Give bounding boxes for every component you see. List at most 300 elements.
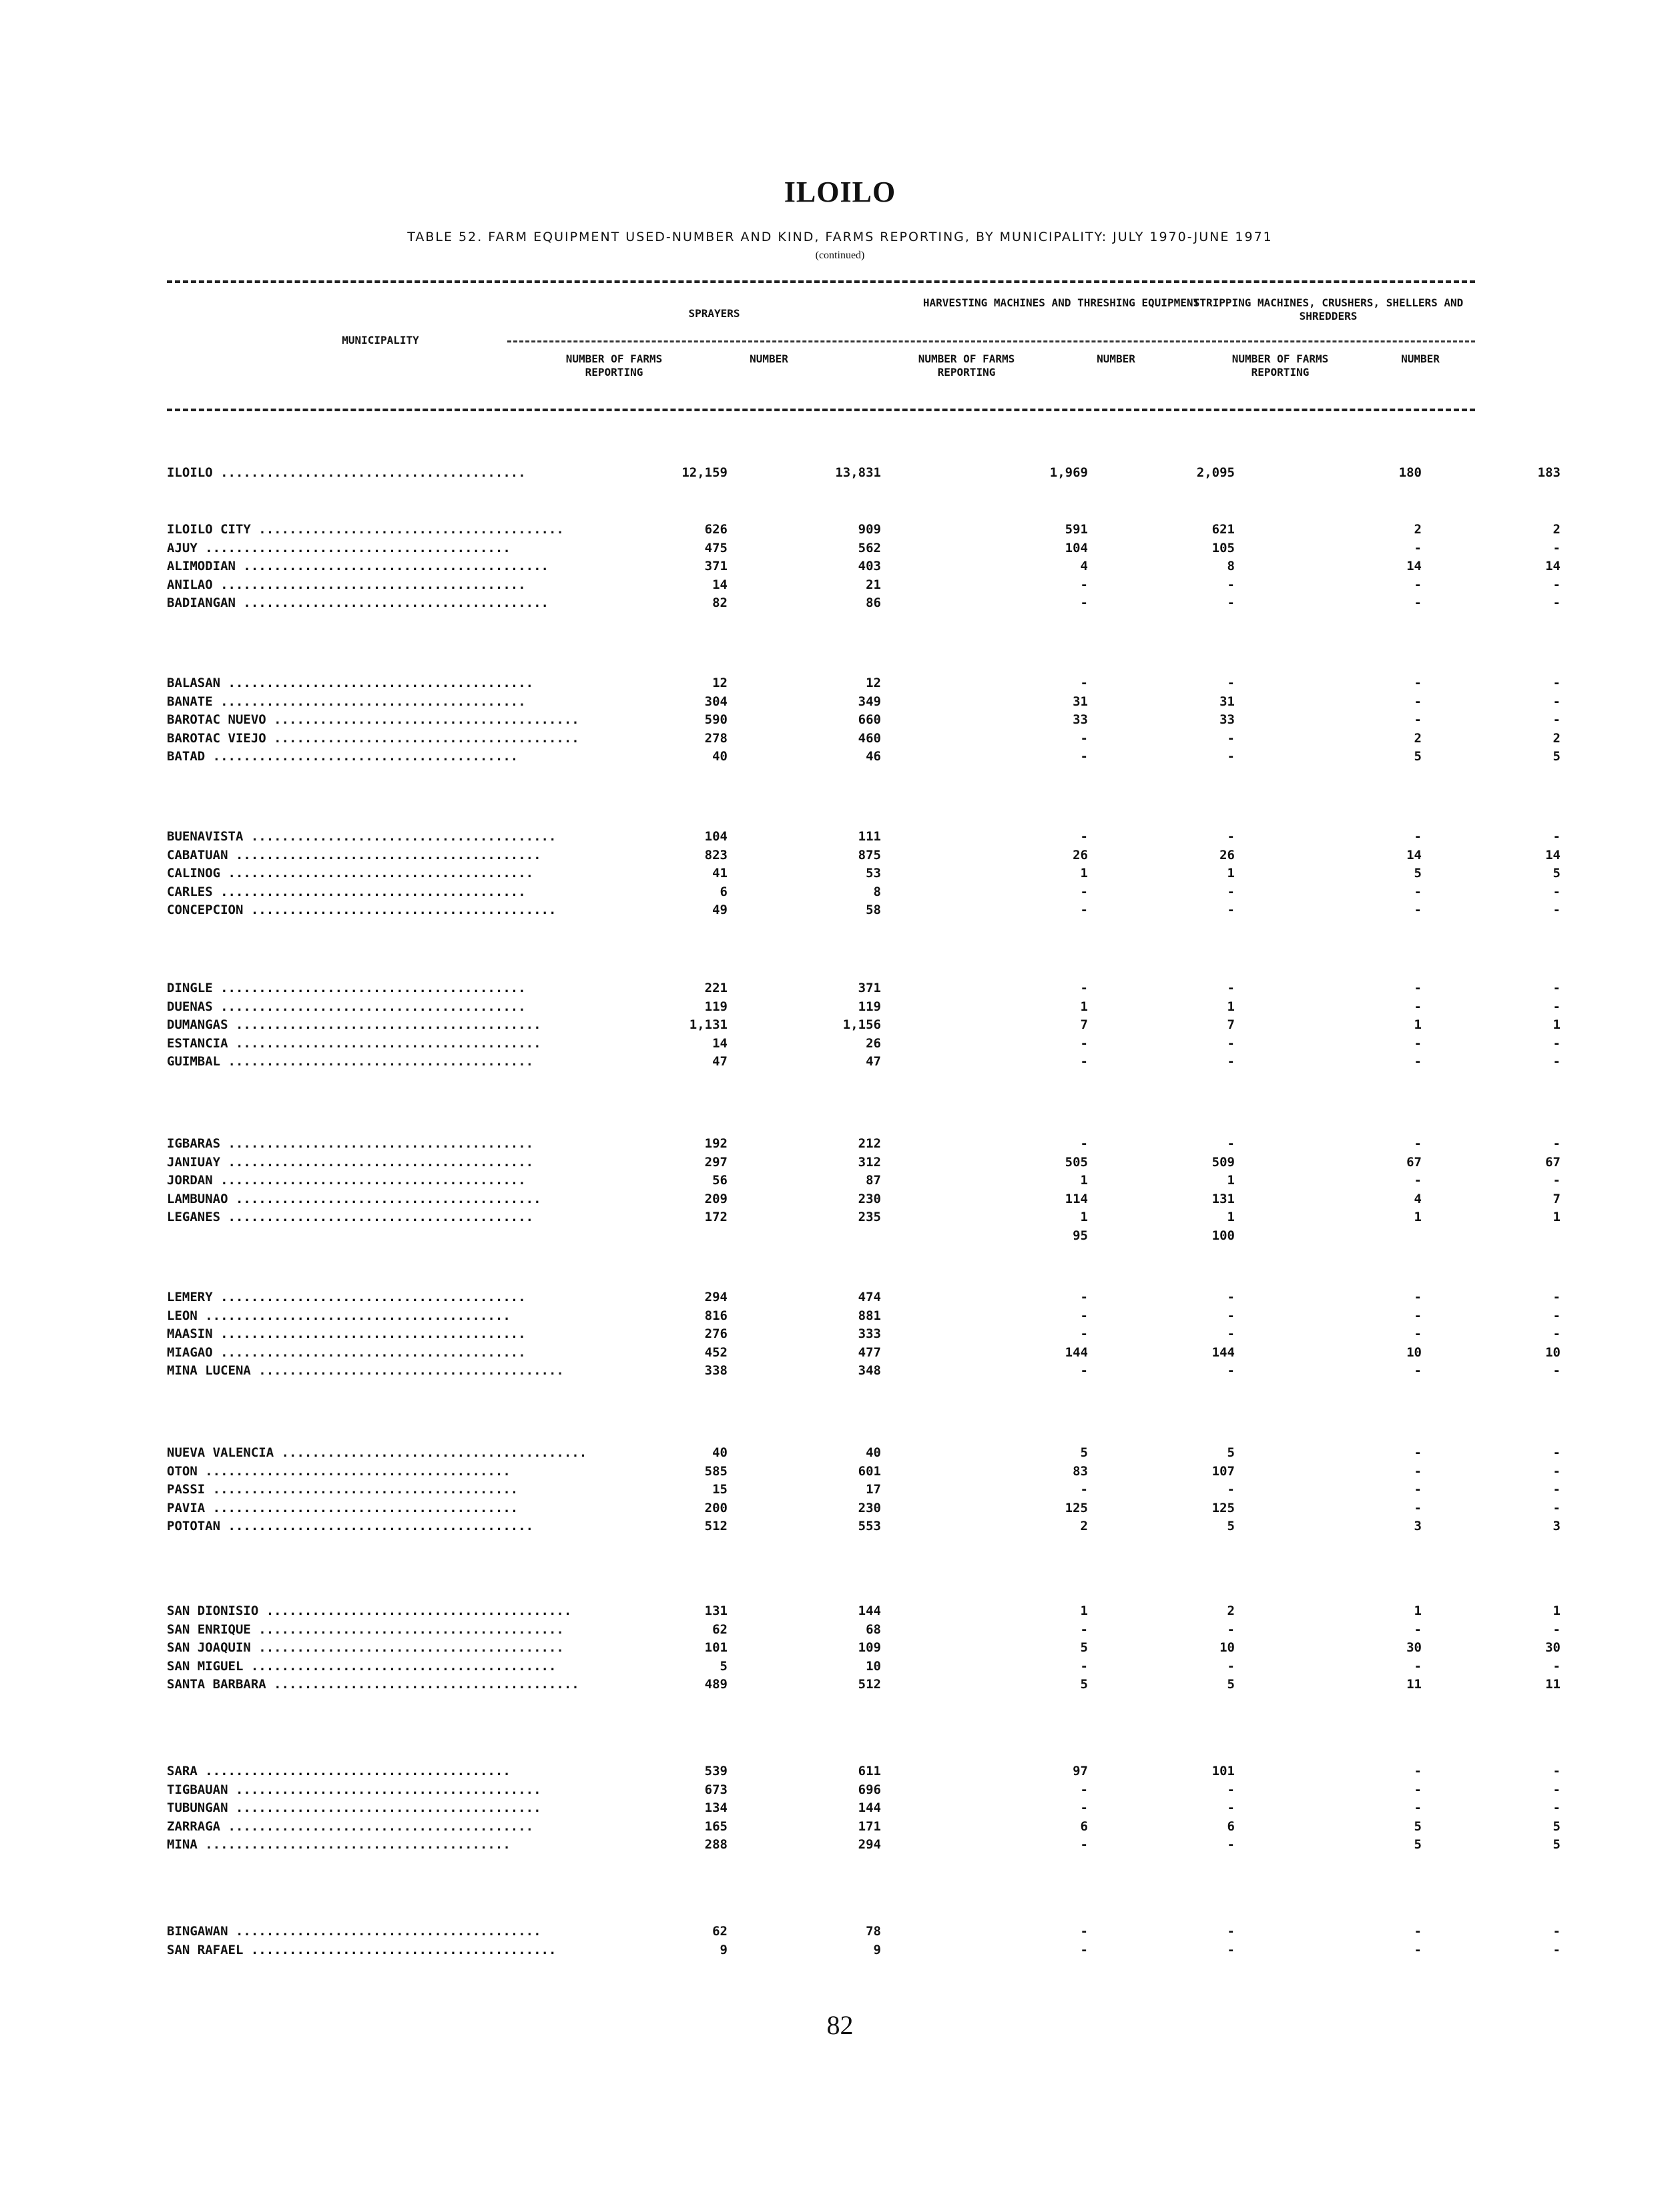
municipality-name: SAN ENRIQUE ........................................ (167, 1622, 564, 1637)
table-cell: 11 (1545, 1677, 1561, 1692)
table-cell: - (1080, 829, 1088, 844)
table-cell: - (1414, 1622, 1422, 1637)
table-cell: - (1080, 730, 1088, 746)
table-cell: 5 (1227, 1677, 1235, 1692)
table-row (167, 1517, 1561, 1535)
table-cell: 276 (704, 1326, 728, 1341)
table-cell: 183 (1537, 465, 1561, 480)
table-cell: 192 (704, 1136, 728, 1151)
municipality-name: ILOILO CITY ........................................ (167, 522, 564, 537)
table-cell: 8 (873, 884, 881, 899)
table-cell: 1 (1080, 1604, 1088, 1618)
table-cell: 1,156 (842, 1017, 881, 1032)
municipality-name: LEMERY ........................................ (167, 1290, 526, 1304)
table-cell: 626 (704, 522, 728, 537)
table-cell: 2 (1414, 522, 1422, 537)
table-cell: 131 (1211, 1191, 1235, 1206)
municipality-name: MIAGAO ........................................ (167, 1344, 526, 1360)
table-cell: 165 (704, 1818, 728, 1834)
table-cell: 53 (866, 866, 881, 881)
table-cell: - (1414, 1445, 1422, 1460)
municipality-name: CALINOG ........................................ (167, 866, 534, 881)
table-cell: 1 (1080, 866, 1088, 881)
table-cell: 56 (712, 1173, 728, 1188)
municipality-name: BINGAWAN ........................................ (167, 1924, 541, 1939)
table-cell: - (1414, 829, 1422, 844)
stripping-header: STRIPPING MACHINES, CRUSHERS, SHELLERS AND SHREDDERS (1193, 296, 1464, 322)
table-cell: 591 (1065, 522, 1088, 537)
table-row (167, 883, 1561, 901)
table-cell: - (1080, 1837, 1088, 1852)
table-cell: 338 (704, 1363, 728, 1378)
table-row (167, 1676, 1561, 1693)
table-cell: - (1227, 903, 1235, 917)
table-cell: - (1414, 595, 1422, 610)
table-cell: 512 (858, 1677, 881, 1692)
table-cell: 107 (1211, 1463, 1235, 1479)
table-cell: 312 (858, 1154, 881, 1170)
table-cell: 10 (1219, 1640, 1235, 1655)
table-cell: 40 (712, 749, 728, 764)
municipality-name: ESTANCIA ........................................ (167, 1035, 541, 1051)
table-cell: 131 (704, 1604, 728, 1618)
table-row (167, 539, 1561, 557)
table-cell: - (1553, 1290, 1561, 1304)
table-cell: 119 (858, 999, 881, 1014)
municipality-name: SAN RAFAEL ........................................ (167, 1942, 557, 1957)
table-cell: 881 (858, 1308, 881, 1323)
municipality-name: BAROTAC NUEVO ........................................ (167, 712, 579, 727)
table-cell: 87 (866, 1173, 881, 1188)
table-cell: 109 (858, 1640, 881, 1655)
municipality-name: AJUY ........................................ (167, 540, 511, 555)
table-row (167, 1288, 1561, 1306)
table-row (167, 1035, 1561, 1052)
municipality-name: POTOTAN ........................................ (167, 1519, 534, 1533)
table-cell: 144 (858, 1800, 881, 1815)
municipality-name: JORDAN ........................................ (167, 1173, 526, 1188)
table-cell: 5 (1080, 1640, 1088, 1655)
table-row (167, 1172, 1561, 1189)
harvesting-number-header: NUMBER (1097, 352, 1135, 365)
table-cell: 83 (1073, 1463, 1088, 1479)
table-cell: 86 (866, 595, 881, 610)
table-cell: - (1414, 577, 1422, 592)
table-cell: - (1080, 749, 1088, 764)
table-cell: - (1227, 1136, 1235, 1151)
table-cell: 585 (704, 1463, 728, 1479)
municipality-name: SAN JOAQUIN ........................................ (167, 1640, 564, 1655)
table-cell: 5 (1553, 1818, 1561, 1834)
municipality-name: ZARRAGA ........................................ (167, 1818, 534, 1834)
table-row (167, 1658, 1561, 1675)
table-cell: - (1414, 1658, 1422, 1674)
table-cell: 114 (1065, 1191, 1088, 1206)
table-row (167, 1325, 1561, 1342)
table-cell: 49 (712, 903, 728, 917)
table-cell: - (1414, 1942, 1422, 1957)
table-cell: - (1227, 595, 1235, 610)
table-cell: - (1553, 1173, 1561, 1188)
table-cell: - (1553, 1924, 1561, 1939)
table-cell: - (1414, 1136, 1422, 1151)
municipality-name: BATAD ........................................ (167, 749, 519, 764)
table-row (167, 846, 1561, 864)
table-cell: 144 (1065, 1344, 1088, 1360)
table-cell: 31 (1219, 694, 1235, 709)
table-cell: 288 (704, 1837, 728, 1852)
table-cell: 489 (704, 1677, 728, 1692)
table-cell: 26 (1073, 847, 1088, 863)
table-cell: 294 (858, 1837, 881, 1852)
table-cell: 1 (1414, 1210, 1422, 1224)
table-cell: - (1414, 1482, 1422, 1497)
table-cell: - (1553, 595, 1561, 610)
table-cell: 6 (1227, 1818, 1235, 1834)
sprayers-header: SPRAYERS (688, 307, 740, 320)
table-cell: - (1414, 694, 1422, 709)
table-cell: - (1553, 1658, 1561, 1674)
table-row (167, 979, 1561, 997)
table-cell: 212 (858, 1136, 881, 1151)
table-cell: 1 (1080, 999, 1088, 1014)
table-cell: 673 (704, 1782, 728, 1797)
table-cell: 209 (704, 1191, 728, 1206)
municipality-name: BUENAVISTA ........................................ (167, 829, 557, 844)
table-cell: - (1227, 1308, 1235, 1323)
table-row (167, 1621, 1561, 1638)
table-row (167, 464, 1561, 481)
table-cell: - (1553, 1363, 1561, 1378)
table-cell: - (1227, 1622, 1235, 1637)
table-cell: 7 (1227, 1017, 1235, 1032)
table-cell: - (1414, 1308, 1422, 1323)
table-cell: 2 (1080, 1519, 1088, 1533)
table-cell: 5 (1414, 749, 1422, 764)
table-cell: 1,969 (1049, 465, 1088, 480)
table-cell: 221 (704, 981, 728, 995)
table-cell: 477 (858, 1344, 881, 1360)
table-cell: - (1227, 1782, 1235, 1797)
table-cell: - (1553, 1445, 1561, 1460)
table-cell: - (1553, 1054, 1561, 1069)
municipality-name: NUEVA VALENCIA ........................................ (167, 1445, 587, 1460)
table-cell: 371 (858, 981, 881, 995)
table-cell: - (1553, 694, 1561, 709)
table-cell: 5 (1414, 1818, 1422, 1834)
table-cell: 5 (1080, 1677, 1088, 1692)
table-cell: 68 (866, 1622, 881, 1637)
table-row (167, 1836, 1561, 1853)
table-cell: 17 (866, 1482, 881, 1497)
table-cell: 67 (1545, 1154, 1561, 1170)
table-cell: 505 (1065, 1154, 1088, 1170)
municipality-name: PASSI ........................................ (167, 1482, 519, 1497)
stripping-number-header: NUMBER (1401, 352, 1440, 365)
table-cell: 14 (1406, 559, 1422, 573)
municipality-name: SAN MIGUEL ........................................ (167, 1658, 557, 1674)
table-cell: 294 (704, 1290, 728, 1304)
municipality-name: LEON ........................................ (167, 1308, 511, 1323)
table-cell: - (1553, 1800, 1561, 1815)
header-top-rule (167, 280, 1475, 283)
table-cell: 11 (1406, 1677, 1422, 1692)
table-cell: 100 (1211, 1228, 1235, 1243)
table-row (167, 1208, 1561, 1226)
table-cell: 40 (712, 1445, 728, 1460)
table-cell: 696 (858, 1782, 881, 1797)
table-cell: - (1080, 1800, 1088, 1815)
table-cell: 144 (1211, 1344, 1235, 1360)
header-bottom-rule (167, 409, 1475, 411)
group-header-rule (507, 340, 1475, 342)
table-cell: - (1553, 1035, 1561, 1051)
table-cell: - (1080, 1054, 1088, 1069)
table-cell: 30 (1545, 1640, 1561, 1655)
table-row (167, 1190, 1561, 1208)
table-cell: 41 (712, 866, 728, 881)
table-cell: 278 (704, 730, 728, 746)
table-cell: - (1080, 595, 1088, 610)
municipality-name: BADIANGAN ........................................ (167, 595, 549, 610)
table-cell: - (1414, 1290, 1422, 1304)
table-row (167, 711, 1561, 728)
municipality-name: MAASIN ........................................ (167, 1326, 526, 1341)
table-cell: 7 (1553, 1191, 1561, 1206)
table-cell: 26 (1219, 847, 1235, 863)
table-cell: - (1553, 1326, 1561, 1341)
table-cell: 125 (1065, 1500, 1088, 1515)
table-cell: - (1414, 1782, 1422, 1797)
table-cell: 1 (1227, 1210, 1235, 1224)
municipality-name: ILOILO ........................................ (167, 465, 526, 480)
table-cell: 82 (712, 595, 728, 610)
table-cell: 2 (1227, 1604, 1235, 1618)
table-cell: - (1553, 1942, 1561, 1957)
table-cell: 30 (1406, 1640, 1422, 1655)
table-cell: 371 (704, 559, 728, 573)
table-cell: 10 (1545, 1344, 1561, 1360)
table-cell: - (1414, 1463, 1422, 1479)
table-cell: 47 (712, 1054, 728, 1069)
table-cell: 125 (1211, 1500, 1235, 1515)
table-cell: 4 (1414, 1191, 1422, 1206)
municipality-name: CONCEPCION ........................................ (167, 903, 557, 917)
table-cell: - (1080, 676, 1088, 690)
table-cell: - (1080, 1290, 1088, 1304)
table-row (167, 1135, 1561, 1152)
table-cell: - (1227, 1054, 1235, 1069)
table-cell: 62 (712, 1622, 728, 1637)
table-cell: 403 (858, 559, 881, 573)
table-cell: - (1227, 1800, 1235, 1815)
municipality-name: PAVIA ........................................ (167, 1500, 519, 1515)
table-cell: 14 (1406, 847, 1422, 863)
table-cell: - (1227, 1035, 1235, 1051)
table-cell: 104 (704, 829, 728, 844)
table-row (167, 1781, 1561, 1798)
table-cell: 539 (704, 1764, 728, 1778)
table-cell: 512 (704, 1519, 728, 1533)
table-cell: 12 (712, 676, 728, 690)
table-row (167, 1344, 1561, 1361)
table-cell: 5 (1227, 1445, 1235, 1460)
table-cell: 460 (858, 730, 881, 746)
table-cell: 621 (1211, 522, 1235, 537)
table-cell: 5 (1414, 1837, 1422, 1852)
table-cell: - (1414, 981, 1422, 995)
table-row (167, 1923, 1561, 1940)
table-cell: 5 (1080, 1445, 1088, 1460)
table-cell: - (1227, 577, 1235, 592)
table-cell: - (1414, 1764, 1422, 1778)
table-cell: 1 (1414, 1017, 1422, 1032)
table-cell: - (1553, 676, 1561, 690)
municipality-name: OTON ........................................ (167, 1463, 511, 1479)
table-cell: 78 (866, 1924, 881, 1939)
table-cell: - (1080, 1924, 1088, 1939)
table-cell: 4 (1080, 559, 1088, 573)
table-cell: - (1414, 1500, 1422, 1515)
table-cell: 26 (866, 1035, 881, 1051)
table-cell: 1 (1080, 1210, 1088, 1224)
table-cell: 349 (858, 694, 881, 709)
table-cell: 2 (1414, 730, 1422, 746)
table-cell: - (1414, 1363, 1422, 1378)
table-cell: - (1080, 1482, 1088, 1497)
table-cell: - (1553, 1136, 1561, 1151)
municipality-name: SANTA BARBARA ........................................ (167, 1677, 579, 1692)
municipality-name: ALIMODIAN ........................................ (167, 559, 549, 573)
table-cell: 823 (704, 847, 728, 863)
table-cell: - (1080, 1035, 1088, 1051)
table-row (167, 693, 1561, 710)
table-cell: - (1553, 884, 1561, 899)
table-cell: 9 (720, 1942, 728, 1957)
table-cell: - (1227, 1837, 1235, 1852)
municipality-header: MUNICIPALITY (342, 334, 419, 346)
table-cell: - (1227, 749, 1235, 764)
table-caption-continued: (continued) (815, 250, 865, 261)
table-cell: 33 (1219, 712, 1235, 727)
table-cell: 562 (858, 540, 881, 555)
table-cell: 601 (858, 1463, 881, 1479)
municipality-name: MINA LUCENA ........................................ (167, 1363, 564, 1378)
table-cell: - (1414, 676, 1422, 690)
table-cell: 172 (704, 1210, 728, 1224)
table-cell: 1 (1227, 999, 1235, 1014)
table-cell: 297 (704, 1154, 728, 1170)
table-cell: - (1553, 712, 1561, 727)
municipality-name: TIGBAUAN ........................................ (167, 1782, 541, 1797)
table-cell: 5 (720, 1658, 728, 1674)
municipality-name: ANILAO ........................................ (167, 577, 526, 592)
table-cell: - (1414, 999, 1422, 1014)
table-cell: - (1553, 981, 1561, 995)
table-cell: 230 (858, 1500, 881, 1515)
table-cell: 33 (1073, 712, 1088, 727)
table-cell: - (1080, 1782, 1088, 1797)
municipality-name: GUIMBAL ........................................ (167, 1054, 534, 1069)
table-cell: 62 (712, 1924, 728, 1939)
table-row (167, 521, 1561, 538)
table-cell: 10 (1406, 1344, 1422, 1360)
table-row (167, 1154, 1561, 1171)
table-caption: TABLE 52. FARM EQUIPMENT USED-NUMBER AND KIND, FARMS REPORTING, BY MUNICIPALITY: JULY 1970-JUNE 1971 (407, 230, 1273, 244)
table-cell: 5 (1414, 866, 1422, 881)
table-cell: 333 (858, 1326, 881, 1341)
table-cell: - (1080, 1136, 1088, 1151)
table-cell: - (1227, 981, 1235, 995)
municipality-name: SARA ........................................ (167, 1764, 511, 1778)
harvesting-header: HARVESTING MACHINES AND THRESHING EQUIPMENT (922, 296, 1200, 309)
municipality-name: SAN DIONISIO ........................................ (167, 1604, 572, 1618)
table-row (167, 594, 1561, 611)
table-cell: - (1553, 999, 1561, 1014)
table-cell: 509 (1211, 1154, 1235, 1170)
table-cell: 304 (704, 694, 728, 709)
table-cell: - (1227, 730, 1235, 746)
table-row (167, 748, 1561, 765)
table-row (167, 1053, 1561, 1070)
table-cell: 47 (866, 1054, 881, 1069)
sprayers-number-header: NUMBER (750, 352, 788, 365)
municipality-name: DINGLE ........................................ (167, 981, 526, 995)
table-cell: 6 (720, 884, 728, 899)
table-cell: - (1553, 1308, 1561, 1323)
table-cell: 7 (1080, 1017, 1088, 1032)
table-cell: 97 (1073, 1764, 1088, 1778)
table-row (167, 1463, 1561, 1480)
table-cell: 12 (866, 676, 881, 690)
table-cell: 13,831 (835, 465, 881, 480)
table-cell: - (1227, 829, 1235, 844)
stripping-farms-header: NUMBER OF FARMS REPORTING (1231, 352, 1329, 379)
table-cell: - (1553, 1782, 1561, 1797)
table-cell: 1 (1080, 1173, 1088, 1188)
table-cell: 14 (1545, 559, 1561, 573)
table-cell: - (1553, 1500, 1561, 1515)
table-row (167, 828, 1561, 845)
table-row (167, 1499, 1561, 1517)
municipality-name: IGBARAS ........................................ (167, 1136, 534, 1151)
table-cell: - (1553, 540, 1561, 555)
table-cell: - (1080, 1622, 1088, 1637)
table-cell: 5 (1553, 1837, 1561, 1852)
page-number: 82 (826, 2010, 854, 2040)
table-cell: 1 (1414, 1604, 1422, 1618)
table-cell: 348 (858, 1363, 881, 1378)
table-cell: - (1080, 1308, 1088, 1323)
table-cell: - (1414, 1924, 1422, 1939)
table-cell: 21 (866, 577, 881, 592)
table-cell: - (1080, 884, 1088, 899)
table-cell: 9 (873, 1942, 881, 1957)
table-cell: - (1414, 1035, 1422, 1051)
table-cell: 1,131 (689, 1017, 728, 1032)
municipality-name: BANATE ........................................ (167, 694, 526, 709)
table-row (167, 730, 1561, 747)
table-cell: - (1414, 1326, 1422, 1341)
table-cell: 2,095 (1196, 465, 1235, 480)
table-cell: 95 (1073, 1228, 1088, 1243)
table-cell: - (1227, 1326, 1235, 1341)
municipality-name: JANIUAY ........................................ (167, 1154, 534, 1170)
table-cell: 14 (1545, 847, 1561, 863)
table-cell: - (1080, 1658, 1088, 1674)
table-cell: - (1080, 1326, 1088, 1341)
table-cell: - (1414, 712, 1422, 727)
